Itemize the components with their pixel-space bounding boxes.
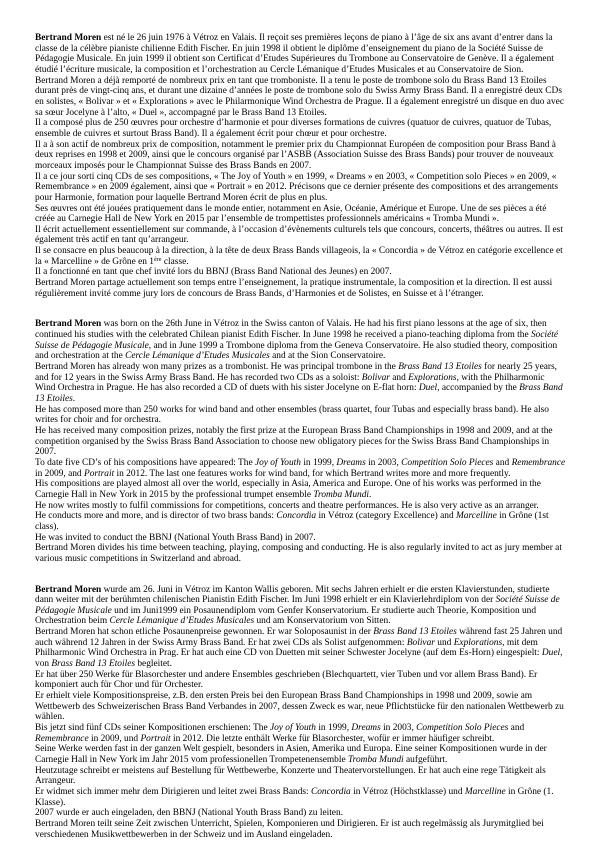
text-run: . — [369, 489, 372, 500]
text-run: in Vétroz (Höchstklasse) und — [350, 786, 465, 797]
text-run: in 1999, — [300, 457, 337, 468]
text-run: begleitet. — [135, 659, 172, 670]
text-run: in 2009, and — [35, 468, 84, 479]
section-biography-english — [35, 319, 566, 564]
text-run: Bertrand Moren divides his time between teaching, playing, composing and conducting. He is also regularly invited to act as jury member at various music competitions in Switzerland and abroad. — [35, 543, 562, 564]
paragraph — [35, 808, 566, 819]
section-biography-french — [35, 33, 566, 299]
text-run: Bertrand Moren partage actuellement son temps entre l’enseignement, la pratique instrumentale, la composition et la direction. Il est aussi régulièrement invité comme jury lors de concours de Brass Bands, d’Harmonies et de Solistes, en Suisse et à l’étranger. — [35, 278, 553, 299]
text-run-italic: Brass Band 13 Etoiles — [35, 383, 563, 404]
text-run: Heutzutage schreibt er meistens auf Bestellung für Wettbewerbe, Konzerte und Theatervorstellungen. Er hat auch eine rege Tätigkeit als Arrangeur. — [35, 765, 546, 787]
text-run: in Vétroz (category Excellence) and — [316, 511, 456, 522]
text-run: und — [434, 637, 454, 648]
text-run: Il a fonctionné en tant que chef invité lors du BBNJ (Brass Band National des Jeunes) en 2007. — [35, 267, 392, 278]
text-run-italic: Joy of Youth — [254, 457, 301, 468]
text-run: and — [508, 723, 525, 734]
text-run: was born on the 26th June in Vétroz in the Swiss canton of Valais. He had his first piano lessons at the age of six, then continued his studies with the celebrated Chilean pianist Edith Fischer. In June 1998 he received a piano-teaching diploma from the — [35, 319, 547, 341]
text-run: Er widmet sich immer mehr dem Dirigieren und leitet zwei Brass Bands: — [35, 786, 311, 797]
text-run-bold: Bertrand Moren — [35, 584, 102, 595]
text-run: He was invited to conduct the BBNJ (National Youth Brass Band) in 2007. — [35, 532, 316, 543]
paragraph — [35, 118, 566, 139]
text-run: He has received many composition prizes, notably the first prize at the European Brass Band Championships in 1998 and 2009, and at the competition organised by the Swiss Brass Band Association to choose new obligatory pieces for the Swiss Brass Band Championships in 2007. — [35, 425, 553, 458]
paragraph — [35, 627, 566, 670]
paragraph — [35, 225, 566, 246]
text-run: for nearly 25 years, and for 12 years in the Swiss Army Brass Band. He has recorded two CDs as a soloist: — [35, 362, 558, 383]
text-run: während fast 25 Jahren und auch während 12 Jahren in der Swiss Army Brass Band. Er hat zwei CDs als Solist aufgenommen: — [35, 627, 563, 648]
text-run: in 2009, und — [88, 733, 141, 744]
text-run-italic: Marcelline — [455, 511, 497, 522]
text-run-italic: Tromba Mundi — [347, 755, 404, 765]
text-run-italic: Explorations — [408, 372, 457, 383]
text-run: Bis jetzt sind fünf CDs seiner Kompositionen erschienen: The — [35, 723, 270, 734]
section-biography-german — [35, 585, 566, 841]
paragraph — [35, 787, 566, 808]
paragraph — [35, 458, 566, 479]
text-run: aufgeführt. — [403, 755, 448, 765]
paragraph — [35, 246, 566, 267]
paragraph — [35, 670, 566, 691]
text-run-italic: Dreams — [351, 723, 381, 734]
text-run-italic: Joy of Youth — [269, 723, 316, 734]
text-run: in 2012. The last one features works for wind band, for which Bertrand writes more and more frequently. — [114, 468, 511, 479]
text-run-italic: Brass Band 13 Etoiles — [51, 659, 135, 670]
text-run-bold: Bertrand Moren — [35, 319, 102, 330]
paragraph — [35, 204, 566, 225]
text-run-italic: Explorations — [453, 637, 503, 648]
text-run: and at the Sion Conservatoire. — [269, 351, 386, 362]
text-run: Er hat über 250 Werke für Blasorchester und andere Ensembles geschrieben (Blechquartett, vier Tuben und vor allem Brass Band). Er komponiert auch für Chor und für Orchester. — [35, 669, 538, 691]
text-run-italic: Cercle Lémanique d’Etudes Musicales — [125, 351, 270, 362]
text-run: est né le 26 juin 1976 à Vétroz en Valais. Il reçoit ses premières leçons de piano à l’âge de six ans avant d’entrer dans la classe de la célèbre pianiste chilienne Edith Fischer. En juin 1998 il obtient le diplôme d’enseignement du piano de la Société Suisse de Pédagogie Musicale. En juin 1999 il obtient son Certificat d’Etudes Supérieures du Trombone au Conservatoire de Genève. Il a également étudié l’écriture musicale, la composition et l’orchestration au Cercle Lémanique d’Etudes Musicales et au Conservatoire de Sion. — [35, 33, 554, 75]
text-run: classe. — [161, 256, 189, 267]
text-run: He has composed more than 250 works for wind band and other ensembles (brass quartet, four Tubas and especially brass band). He also writes for choir and for orchestra. — [35, 404, 549, 426]
text-run: Bertrand Moren has already won many prizes as a trombonist. He was principal trombone in the — [35, 362, 399, 373]
text-run-italic: Portrait — [83, 468, 115, 479]
text-run: in Grône (1. Klasse). — [35, 786, 554, 808]
text-run: in 2012. Die letzte enthält Werke für Blasorchester, wofür er immer häufiger schreibt. — [170, 733, 495, 744]
text-run-italic: Brass Band 13 Etoiles — [373, 627, 457, 638]
text-run-italic: Remembrance — [511, 457, 566, 468]
text-run-italic: Marcelline — [464, 786, 506, 797]
text-run-bold: Bertrand Moren — [35, 33, 102, 43]
text-run-italic: Competition Solo Pieces — [401, 457, 494, 468]
text-run-italic: Duel — [418, 383, 438, 394]
text-run: Bertrand Moren a déjà remporté de nombreux prix en tant que tromboniste. Il a tenu le poste de trombone solo du Brass Band 13 Etoiles durant près de vingt-cinq ans, et durant une dizaine d’années le poste de trombone solo du Swiss Army Brass Band. Il a enregistré deux CDs en solistes, « Bolivar » et « Explorations » avec le Philarmonique Wind Orchestra de Prague. Il a également enregistré un disque en duo avec sa sœur Jocelyne à l’alto, « Duel », accompagné par le Brass Band 13 Etoiles. — [35, 75, 564, 118]
paragraph — [35, 501, 566, 512]
text-run-italic: Société Suisse de Pédagogie Musicale — [35, 330, 559, 351]
text-run-italic: Concordia — [276, 511, 317, 522]
text-run-superscript: ère — [153, 256, 162, 264]
text-run: . — [72, 394, 76, 404]
text-run: Il se consacre en plus beaucoup à la direction, à la tête de deux Brass Bands villageois, la « Concordia » de Vétroz en catégorie excellence et la « Marcelline » de Grône en 1 — [35, 246, 563, 267]
text-run: in 1999, — [315, 723, 352, 734]
text-run: and — [389, 372, 409, 383]
paragraph — [35, 479, 566, 500]
text-run: Bertrand Moren hat schon etliche Posaunenpreise gewonnen. Er war Soloposaunist in der — [35, 627, 374, 638]
text-run: He now writes mostly to fulfil commissions for competitions, concerts and theatre performances. He is also very active as an arranger. — [35, 500, 539, 511]
text-run: wurde am 26. Juni in Vétroz im Kanton Wallis geboren. Mit sechs Jahren erhielt er die ersten Klavierstunden, studierte dann weiter mit der berühmten chilenischen Pianistin Edith Fischer. Im Juni 1998 erhielt er ein Klavierlehrdiplom von der — [35, 584, 550, 606]
text-run: Bertrand Moren teilt seine Zeit zwischen Unterricht, Spielen, Komponieren und Dirigieren. Er ist auch regelmässig als Jurymitglied bei verschiedenen Musikwettbewerben in der Schweiz und im Ausland eingeladen. — [35, 818, 544, 840]
text-run: Il écrit actuellement essentiellement sur commande, à l’occasion d’évènements culturels tels que concours, concerts, théâtres ou autres. Il est également très actif en tant qu’arrangeur. — [35, 224, 563, 246]
text-run: and — [493, 457, 512, 468]
text-run-italic: Brass Band 13 Etoiles — [398, 362, 482, 373]
text-run: , accompanied by the — [437, 383, 520, 394]
paragraph — [35, 766, 566, 787]
paragraph — [35, 426, 566, 458]
paragraph — [35, 405, 566, 426]
text-run-italic: Concordia — [310, 786, 351, 797]
text-run: , with the Philharmonic Wind Orchestra in Prague. He has also recorded a CD of duets with his sister Jocelyne on E-flat horn: — [35, 372, 545, 394]
paragraph — [35, 585, 566, 628]
text-run: und im Juni1999 ein Posaunendiplom vom Genfer Konservatorium. Er studierte auch Theorie, Komposition und Orchestration beim — [35, 605, 537, 627]
text-run: Il a ce jour sorti cinq CDs de ses compositions, « The Joy of Youth » en 1999, « Dreams » en 2003, « Competition solo Pieces » en 2009, « Remembrance » en 2009 également, ainsi que « Portrait » en 2012. Précisons que ce dernier présente des compositions et des arrangements pour Harmonie, formation pour laquelle Bertrand Moren écrit de plus en plus. — [35, 171, 559, 203]
text-run: Er erhielt viele Kompositionspreise, z.B. den ersten Preis bei den European Brass Band Championships in 1998 und 2009, sowie am Wettbewerb des Schweizerischen Brass Band Verbandes in 2007, dessen Zweck es war, neue Pflichtstücke für den nationalen Wettbewerb zu wählen. — [35, 691, 564, 723]
paragraph — [35, 511, 566, 532]
paragraph — [35, 278, 566, 299]
paragraph — [35, 543, 566, 564]
text-run-italic: Bolivar — [406, 637, 435, 648]
text-run: in 2003, — [380, 723, 417, 734]
paragraph — [35, 744, 566, 765]
paragraph — [35, 140, 566, 172]
paragraph — [35, 267, 566, 278]
text-run: Ses œuvres ont été jouées pratiquement dans le monde entier, notamment en Asie, Océanie, Amérique et Europe. Une de ses pièces a été créée au Carnegie Hall de New York en 2015 par l’ensemble de trompettistes professionnels américains « Tromba Mundi ». — [35, 203, 547, 225]
paragraph — [35, 33, 566, 76]
text-run-italic: Portrait — [140, 733, 171, 744]
text-run: in 2003, — [365, 457, 402, 468]
text-run: , von — [35, 648, 563, 670]
text-run-italic: Dreams — [336, 457, 366, 468]
paragraph — [35, 76, 566, 119]
text-run: und am Konservatorium von Sitten. — [254, 616, 391, 627]
text-run: He conducts more and more, and is director of two brass bands: — [35, 511, 277, 522]
text-run: in Grône (1st class). — [35, 511, 549, 532]
paragraph — [35, 819, 566, 840]
text-run-italic: Tromba Mundi — [313, 489, 369, 500]
text-run-italic: Duel — [541, 648, 561, 659]
text-run: 2007 wurde er auch eingeladen, den BBNJ (National Youth Brass Band) zu leiten. — [35, 808, 344, 819]
text-run: Seine Werke werden fast in der ganzen Welt gespielt, besonders in Asien, Amerika und Europa. Eine seiner Kompositionen wurde in der Carnegie Hall in New York im Jahr 2015 vom professionellen Trompetenensemble — [35, 744, 547, 765]
text-run: , and in June 1999 a Trombone diploma from the Geneva Conservatoire. He also studied theory, composition and orchestration at the — [35, 340, 558, 362]
paragraph — [35, 723, 566, 744]
text-run-italic: Competition Solo Pieces — [416, 723, 509, 734]
paragraph — [35, 691, 566, 723]
text-run: , mit dem Philharmonic Wind Orchestra in Prag. Er hat auch eine CD von Duetten mit seiner Schwester Jocelyne (auf dem Es-Horn) eingespielt: — [35, 637, 542, 659]
text-run-italic: Remembrance — [35, 733, 89, 744]
text-run: To date five CD’s of his compositions have appeared: The — [35, 457, 255, 468]
text-run-italic: Cercle Lémanique d’Etudes Musicales — [109, 616, 255, 627]
paragraph — [35, 533, 566, 544]
text-run-italic: Société Suisse de Pédagogie Musicale — [35, 595, 560, 616]
text-run: Il a à son actif de nombreux prix de composition, notamment le premier prix du Championnat Européen de composition pour Brass Band à deux reprises en 1998 et 2009, ainsi que le concours organisé par l’ASBB (Association Suisse des Brass Bands) pour trouver de nouveaux morceaux imposés pour le Championnat Suisse des Brass Bands en 2007. — [35, 139, 556, 171]
paragraph — [35, 362, 566, 405]
paragraph — [35, 319, 566, 362]
text-run-italic: Bolivar — [361, 372, 390, 383]
document-body — [35, 33, 566, 840]
text-run: Il a composé plus de 250 œuvres pour orchestre d’harmonie et pour diverses formations de cuivres (quatuor de cuivres, quatuor de Tubas, ensemble de cuivres et surtout Brass Band). Il a également écrit pour chœur et pour orchestre. — [35, 118, 552, 139]
text-run: His compositions are played almost all over the world, especially in Asia, America and Europe. One of his works was performed in the Carnegie Hall in New York in 2015 by the professional trumpet ensemble — [35, 479, 541, 500]
paragraph — [35, 172, 566, 204]
